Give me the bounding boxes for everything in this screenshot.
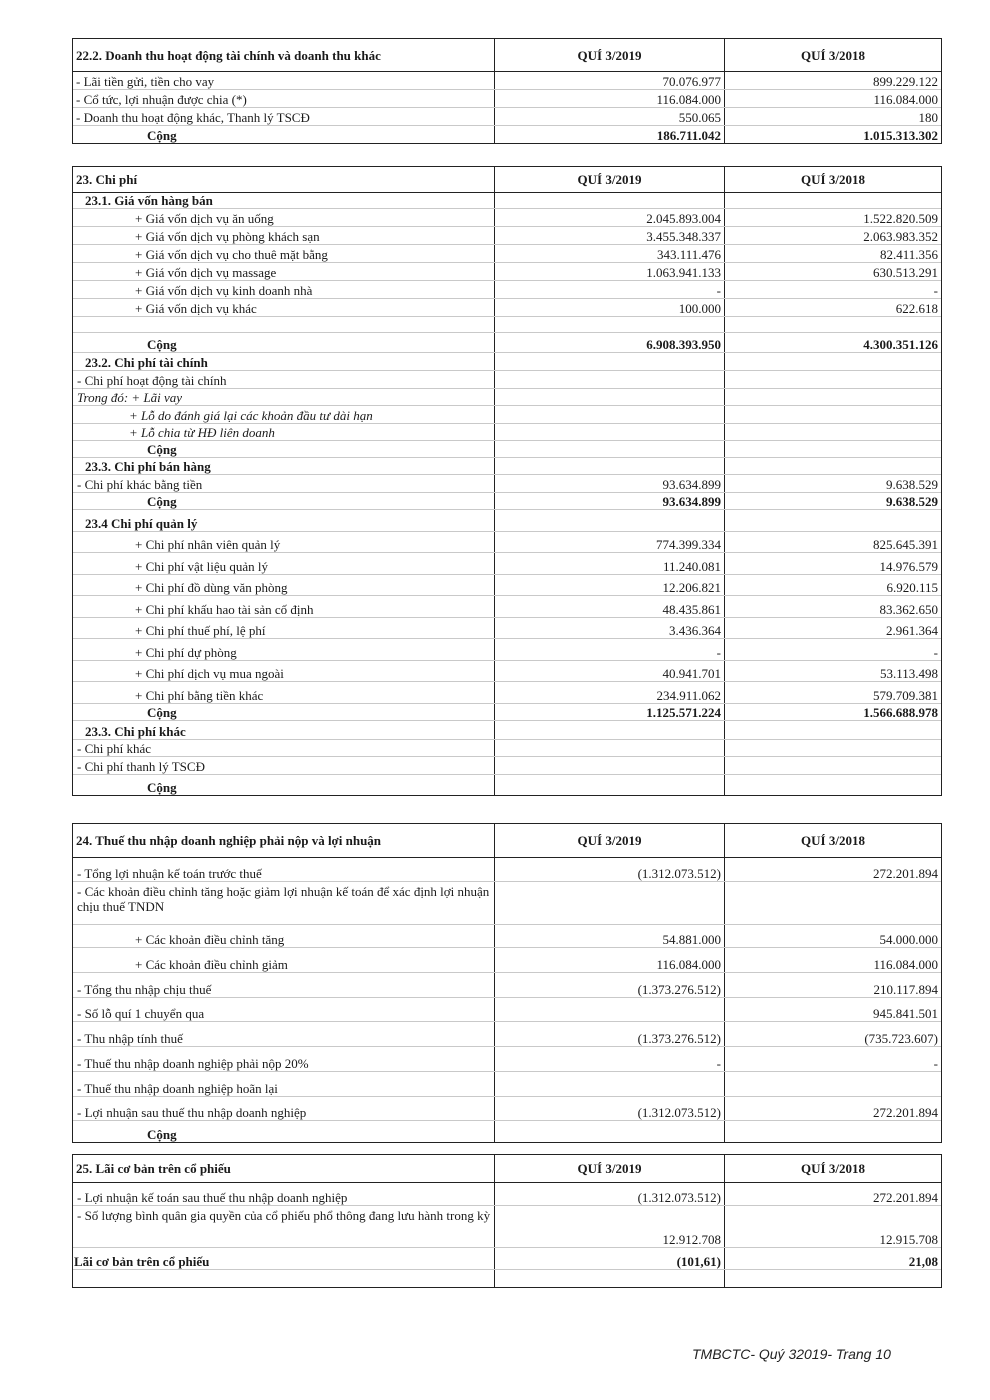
value-2019: (1.312.073.512)	[495, 858, 725, 881]
value-2019: 116.084.000	[495, 90, 725, 107]
value-2018: -	[933, 645, 938, 660]
value-2019	[495, 1072, 725, 1096]
value-2019	[495, 458, 725, 474]
value-2019: 11.240.081	[495, 553, 725, 574]
total-row	[73, 493, 941, 510]
value-2018: 116.084.000	[873, 957, 938, 972]
value-2018: 53.113.498	[879, 666, 938, 681]
total-row	[73, 1248, 941, 1270]
total-label: Cộng	[73, 126, 495, 143]
table-header	[73, 824, 941, 858]
row-label: 23.3. Chi phí khác	[73, 721, 495, 739]
value-2018: -	[933, 1056, 938, 1071]
column-header-q3-2018: QUÍ 3/2018	[801, 1161, 865, 1176]
value-2019: 550.065	[495, 108, 725, 125]
total-row	[73, 775, 941, 795]
row-label: + Giá vốn dịch vụ cho thuê mặt bằng	[73, 245, 495, 262]
value-2019	[495, 193, 725, 208]
value-2019	[495, 882, 725, 924]
table-row	[73, 596, 941, 618]
row-label: - Tổng lợi nhuận kế toán trước thuế	[73, 858, 495, 881]
column-header-q3-2019: QUÍ 3/2019	[495, 167, 725, 192]
table-header	[73, 167, 941, 193]
table-row	[73, 882, 941, 925]
table-23-expenses	[72, 166, 942, 796]
table-row	[73, 1022, 941, 1047]
value-2018	[725, 406, 941, 423]
table-row	[73, 108, 941, 126]
row-label: 23.1. Giá vốn hàng bán	[73, 193, 495, 208]
total-row	[73, 333, 941, 353]
row-label: - Thuế thu nhập doanh nghiệp phải nộp 20%	[73, 1047, 495, 1071]
row-label: - Thu nhập tính thuế	[73, 1022, 495, 1046]
value-2018	[725, 1121, 941, 1142]
row-label: - Chi phí hoạt động tài chính	[73, 371, 495, 388]
value-2019	[495, 317, 725, 332]
value-2018: 9.638.529	[886, 477, 938, 492]
table-row	[73, 389, 941, 406]
value-2019: 100.000	[495, 299, 725, 316]
row-label: Trong đó: + Lãi vay	[73, 389, 495, 405]
table-25-earnings-per-share	[72, 1154, 942, 1288]
table-row	[73, 1183, 941, 1206]
row-label	[73, 317, 495, 332]
value-2018	[725, 1270, 941, 1287]
value-2019: 93.634.899	[495, 493, 725, 509]
value-2018	[725, 1072, 941, 1096]
table-row	[73, 973, 941, 998]
section-title: 22.2. Doanh thu hoạt động tài chính và doanh thu khác	[73, 39, 495, 71]
value-2018: 12.915.708	[879, 1232, 938, 1247]
table-row	[73, 424, 941, 441]
column-header-q3-2019: QUÍ 3/2019	[495, 1155, 725, 1182]
row-label: Cộng	[73, 333, 495, 352]
value-2019: 2.045.893.004	[495, 209, 725, 226]
row-label: + Chi phí vật liệu quản lý	[73, 553, 495, 574]
row-label: 23.2. Chi phí tài chính	[73, 353, 495, 370]
table-row	[73, 72, 941, 90]
value-2018: 21,08	[908, 1254, 938, 1269]
row-label: - Số lỗ quí 1 chuyển qua	[73, 998, 495, 1021]
table-row	[73, 639, 941, 661]
row-label: - Tổng thu nhập chịu thuế	[73, 973, 495, 997]
row-label: + Chi phí dịch vụ mua ngoài	[73, 661, 495, 681]
row-label: + Chi phí khấu hao tài sản cố định	[73, 596, 495, 617]
value-2018: -	[933, 283, 938, 298]
value-2018: 83.362.650	[879, 602, 938, 617]
value-2019: 12.912.708	[495, 1206, 725, 1247]
value-2018: 2.961.364	[886, 623, 938, 638]
value-2019: 93.634.899	[495, 475, 725, 492]
value-2018	[725, 740, 941, 756]
table-row	[73, 371, 941, 389]
value-2018	[725, 458, 941, 474]
row-label: - Lãi tiền gửi, tiền cho vay	[73, 72, 495, 89]
row-label: + Lỗ do đánh giá lại các khoản đầu tư dài hạn	[73, 406, 495, 423]
value-2019	[495, 775, 725, 795]
value-2019: 6.908.393.950	[495, 333, 725, 352]
value-2018: 82.411.356	[879, 247, 938, 262]
row-label: + Giá vốn dịch vụ massage	[73, 263, 495, 280]
value-2018	[725, 424, 941, 440]
value-2019: (1.312.073.512)	[495, 1097, 725, 1120]
row-label: Cộng	[73, 775, 495, 795]
value-2019: (1.373.276.512)	[495, 973, 725, 997]
section-title: 25. Lãi cơ bản trên cổ phiếu	[73, 1155, 495, 1182]
row-label: + Giá vốn dịch vụ kinh doanh nhà	[73, 281, 495, 298]
table-row	[73, 740, 941, 757]
value-2019: 40.941.701	[495, 661, 725, 681]
value-2019: (1.373.276.512)	[495, 1022, 725, 1046]
value-2018	[725, 441, 941, 457]
table-row	[73, 925, 941, 948]
row-label: Cộng	[73, 1121, 495, 1142]
value-2019: 116.084.000	[495, 948, 725, 972]
row-label: + Chi phí đồ dùng văn phòng	[73, 575, 495, 595]
row-label: + Chi phí dự phòng	[73, 639, 495, 660]
table-row	[73, 618, 941, 639]
value-2019	[495, 740, 725, 756]
value-2018: 579.709.381	[873, 688, 938, 703]
section-title: 23. Chi phí	[73, 167, 495, 192]
row-label: + Chi phí bằng tiền khác	[73, 682, 495, 703]
value-2019	[495, 441, 725, 457]
value-2018: 272.201.894	[873, 1105, 938, 1120]
value-2019: (101,61)	[495, 1248, 725, 1269]
row-label: + Chi phí thuế phí, lệ phí	[73, 618, 495, 638]
row-label: - Chi phí thanh lý TSCĐ	[73, 757, 495, 774]
table-row	[73, 757, 941, 775]
table-row	[73, 1047, 941, 1072]
total-row	[73, 721, 941, 740]
column-header-q3-2019: QUÍ 3/2019	[495, 824, 725, 857]
value-2019: 48.435.861	[495, 596, 725, 617]
table-row	[73, 858, 941, 882]
value-2019: 343.111.476	[495, 245, 725, 262]
column-header-q3-2018: QUÍ 3/2018	[801, 47, 865, 63]
value-2018: 945.841.501	[873, 1006, 938, 1021]
row-label: - Chi phí khác bằng tiền	[73, 475, 495, 492]
value-2019	[495, 406, 725, 423]
total-row	[73, 126, 941, 143]
value-2018	[725, 389, 941, 405]
value-2019	[495, 353, 725, 370]
value-2019	[495, 1270, 725, 1287]
row-label: - Chi phí khác	[73, 740, 495, 756]
value-2018: (735.723.607)	[864, 1031, 938, 1046]
row-label: + Các khoản điều chỉnh giảm	[73, 948, 495, 972]
value-2019: -	[495, 281, 725, 298]
table-row	[73, 299, 941, 317]
table-header	[73, 39, 941, 72]
table-row	[73, 948, 941, 973]
value-2018: 825.645.391	[873, 537, 938, 552]
row-label: 23.4 Chi phí quản lý	[73, 510, 495, 531]
column-header-q3-2018: QUÍ 3/2018	[801, 172, 865, 187]
table-row	[73, 661, 941, 682]
value-2018	[725, 371, 941, 388]
row-label: + Chi phí nhân viên quản lý	[73, 532, 495, 552]
value-2018: 272.201.894	[873, 1190, 938, 1205]
section-title: 24. Thuế thu nhập doanh nghiệp phải nộp và lợi nhuận	[73, 824, 495, 857]
value-2018	[725, 317, 941, 332]
table-22-2-financial-revenue	[72, 38, 942, 144]
row-label: - Doanh thu hoạt động khác, Thanh lý TSCĐ	[73, 108, 495, 125]
value-2018: 899.229.122	[873, 74, 938, 89]
row-label: Lãi cơ bản trên cổ phiếu	[73, 1248, 495, 1269]
value-2019	[495, 510, 725, 531]
value-2019: 3.436.364	[495, 618, 725, 638]
row-label: 23.3. Chi phí bán hàng	[73, 458, 495, 474]
value-2018: 180	[918, 110, 938, 125]
value-2019	[495, 389, 725, 405]
value-2018: 9.638.529	[886, 494, 938, 509]
value-2019: 234.911.062	[495, 682, 725, 703]
page-footer: TMBCTC- Quý 32019- Trang 10	[692, 1346, 891, 1362]
value-2019: -	[495, 639, 725, 660]
total-row	[73, 510, 941, 532]
table-row	[73, 998, 941, 1022]
value-2018	[725, 775, 941, 795]
value-2018: 272.201.894	[873, 866, 938, 881]
table-row	[73, 90, 941, 108]
value-2019	[495, 998, 725, 1021]
row-label: - Cổ tức, lợi nhuận được chia (*)	[73, 90, 495, 107]
value-2019: 774.399.334	[495, 532, 725, 552]
row-label: Cộng	[73, 493, 495, 509]
table-row	[73, 245, 941, 263]
value-2018: 2.063.983.352	[863, 229, 938, 244]
value-2019: 1.125.571.224	[495, 704, 725, 720]
table-row	[73, 317, 941, 333]
value-2018: 210.117.894	[873, 982, 938, 997]
row-label: - Số lượng bình quân gia quyền của cổ phiếu phổ thông đang lưu hành trong kỳ	[73, 1206, 495, 1247]
total-row	[73, 441, 941, 458]
total-row	[73, 704, 941, 721]
total-row	[73, 1121, 941, 1142]
table-row	[73, 281, 941, 299]
row-label: + Giá vốn dịch vụ ăn uống	[73, 209, 495, 226]
total-2018: 1.015.313.302	[863, 128, 938, 143]
table-row	[73, 1270, 941, 1287]
value-2018	[725, 193, 941, 208]
row-label: + Lỗ chia từ HĐ liên doanh	[73, 424, 495, 440]
row-label: + Giá vốn dịch vụ khác	[73, 299, 495, 316]
total-2019: 186.711.042	[495, 126, 725, 143]
column-header-q3-2018: QUÍ 3/2018	[801, 833, 865, 848]
value-2019	[495, 1121, 725, 1142]
value-2018: 54.000.000	[879, 932, 938, 947]
table-row	[73, 1097, 941, 1121]
table-row	[73, 263, 941, 281]
table-row	[73, 532, 941, 553]
value-2018: 1.522.820.509	[863, 211, 938, 226]
row-label: + Giá vốn dịch vụ phòng khách sạn	[73, 227, 495, 244]
value-2018	[725, 510, 941, 531]
row-label: - Các khoản điều chỉnh tăng hoặc giảm lợi nhuận kế toán để xác định lợi nhuận chịu thuế TNDN	[73, 882, 495, 924]
value-2018: 630.513.291	[873, 265, 938, 280]
value-2018	[725, 757, 941, 774]
row-label: Cộng	[73, 441, 495, 457]
table-header	[73, 1155, 941, 1183]
value-2019	[495, 371, 725, 388]
row-label: - Lợi nhuận sau thuế thu nhập doanh nghiệp	[73, 1097, 495, 1120]
table-row	[73, 406, 941, 424]
value-2019: 54.881.000	[495, 925, 725, 947]
table-row	[73, 575, 941, 596]
value-2018: 4.300.351.126	[863, 337, 938, 352]
value-2019: 70.076.977	[495, 72, 725, 89]
row-label: - Thuế thu nhập doanh nghiệp hoãn lại	[73, 1072, 495, 1096]
value-2018	[725, 882, 941, 924]
value-2019: 1.063.941.133	[495, 263, 725, 280]
value-2018: 1.566.688.978	[863, 705, 938, 720]
value-2019: 12.206.821	[495, 575, 725, 595]
value-2018: 622.618	[895, 301, 938, 316]
row-label: Cộng	[73, 704, 495, 720]
table-row	[73, 475, 941, 493]
table-row	[73, 227, 941, 245]
value-2019	[495, 757, 725, 774]
total-row	[73, 193, 941, 209]
value-2019	[495, 424, 725, 440]
total-row	[73, 458, 941, 475]
row-label: - Lợi nhuận kế toán sau thuế thu nhập doanh nghiệp	[73, 1183, 495, 1205]
total-row	[73, 353, 941, 371]
value-2019	[495, 721, 725, 739]
value-2018: 14.976.579	[879, 559, 938, 574]
value-2019: 3.455.348.337	[495, 227, 725, 244]
table-row	[73, 1072, 941, 1097]
table-row	[73, 209, 941, 227]
table-row	[73, 682, 941, 704]
table-row	[73, 1206, 941, 1248]
table-row	[73, 553, 941, 575]
table-24-corporate-income-tax	[72, 823, 942, 1143]
value-2018	[725, 353, 941, 370]
row-label	[73, 1270, 495, 1287]
row-label: + Các khoản điều chỉnh tăng	[73, 925, 495, 947]
value-2018: 6.920.115	[886, 580, 938, 595]
value-2019: -	[495, 1047, 725, 1071]
column-header-q3-2019: QUÍ 3/2019	[495, 39, 725, 71]
value-2019: (1.312.073.512)	[495, 1183, 725, 1205]
value-2018	[725, 721, 941, 739]
value-2018: 116.084.000	[873, 92, 938, 107]
